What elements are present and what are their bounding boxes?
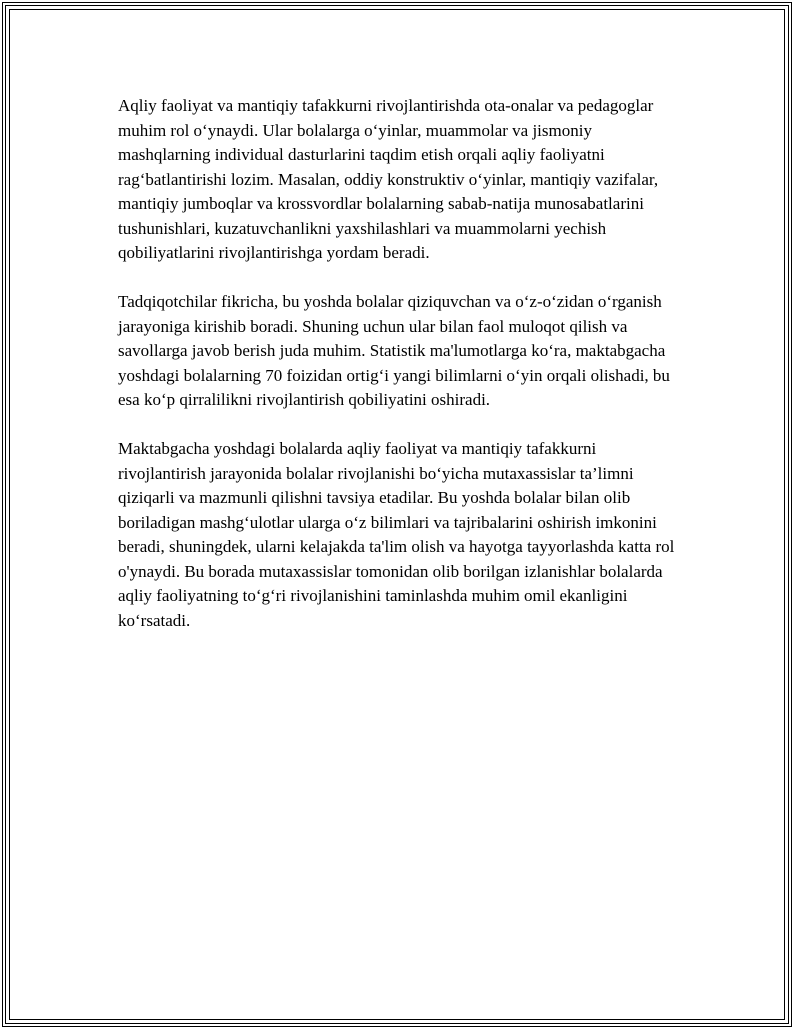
- paragraph-3: Maktabgacha yoshdagi bolalarda aqliy faoliyat va mantiqiy tafakkurni rivojlantirish jarayonida bolalar rivojlanishi boʻyicha mutaxassislar ta’limni qiziqarli va mazmunli qilishni tavsiya etadilar. Bu yoshda bolalar bilan olib boriladigan mashgʻulotlar ularga oʻz bilimlari va tajribalarini oshirish imkonini beradi, shuningdek, ularni kelajakda ta'lim olish va hayotga tayyorlashda katta rol o'ynaydi. Bu borada mutaxassislar tomonidan olib borilgan izlanishlar bolalarda aqliy faoliyatning toʻgʻri rivojlanishini taminlashda muhim omil ekanligini koʻrsatadi.: [118, 439, 675, 630]
- document-body: [118, 94, 678, 658]
- paragraph-1: Aqliy faoliyat va mantiqiy tafakkurni rivojlantirishda ota-onalar va pedagoglar muhim rol oʻynaydi. Ular bolalarga oʻyinlar, muammolar va jismoniy mashqlarning individual dasturlarini taqdim etish orqali aqliy faoliyatni ragʻbatlantirishi lozim. Masalan, oddiy konstruktiv oʻyinlar, mantiqiy vazifalar, mantiqiy jumboqlar va krossvordlar bolalarning sabab-natija munosabatlarini tushunishlari, kuzatuvchanlikni yaxshilashlari va muammolarni yechish qobiliyatlarini rivojlantirishga yordam beradi.: [118, 96, 659, 262]
- paragraph-2: Tadqiqotchilar fikricha, bu yoshda bolalar qiziquvchan va oʻz-oʻzidan oʻrganish jarayoniga kirishib boradi. Shuning uchun ular bilan faol muloqot qilish va savollarga javob berish juda muhim. Statistik ma'lumotlarga koʻra, maktabgacha yoshdagi bolalarning 70 foizidan ortigʻi yangi bilimlarni oʻyin orqali olishadi, bu esa koʻp qirralilikni rivojlantirish qobiliyatini oshiradi.: [118, 292, 670, 409]
